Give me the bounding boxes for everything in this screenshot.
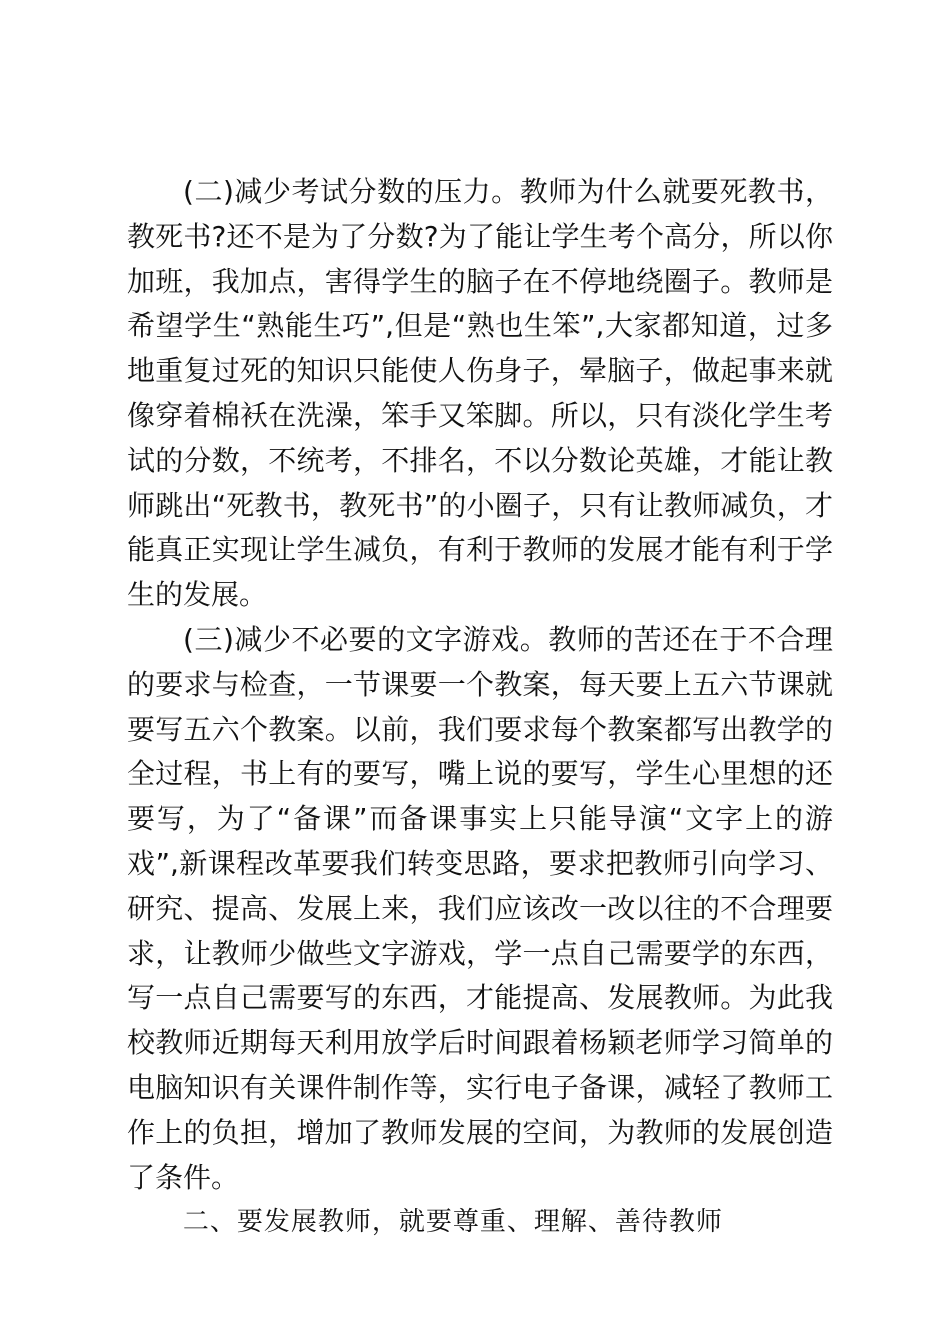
section-heading: 二、要发展教师，就要尊重、理解、善待教师	[182, 1207, 723, 1238]
paragraph-reduce-text-games: (三)减少不必要的文字游戏。教师的苦还在于不合理的要求与检查，一节课要一个教案，每天要上五六节课就要写五六个教案。以前，我们要求每个教案都写出教学的全过程，书上有的要写，嘴上说的要写，学生心里想的还要写，为了“备课”而备课事实上只能导演“文字上的游戏”,新课程改革要我们转变思路，要求把教师引向学习、研究、提高、发展上来，我们应该改一改以往的不合理要求，让教师少做些文字游戏，学一点自己需要学的东西，写一点自己需要写的东西，才能提高、发展教师。为此我校教师近期每天利用放学后时间跟着杨颖老师学习简单的电脑知识有关课件制作等，实行电子备课，减轻了教师工作上的负担，增加了教师发展的空间，为教师的发展创造了条件。	[127, 622, 833, 1194]
document-body	[127, 170, 833, 1245]
paragraph-reduce-exam-pressure: (二)减少考试分数的压力。教师为什么就要死教书，教死书?还不是为了分数?为了能让学生考个高分，所以你加班，我加点，害得学生的脑子在不停地绕圈子。教师是希望学生“熟能生巧”,但是“熟也生笨”,大家都知道，过多地重复过死的知识只能使人伤身子，晕脑子，做起事来就像穿着棉袄在洗澡，笨手又笨脚。所以，只有淡化学生考试的分数，不统考，不排名，不以分数论英雄，才能让教师跳出“死教书，教死书”的小圈子，只有让教师减负，才能真正实现让学生减负，有利于教师的发展才能有利于学生的发展。	[127, 175, 833, 612]
